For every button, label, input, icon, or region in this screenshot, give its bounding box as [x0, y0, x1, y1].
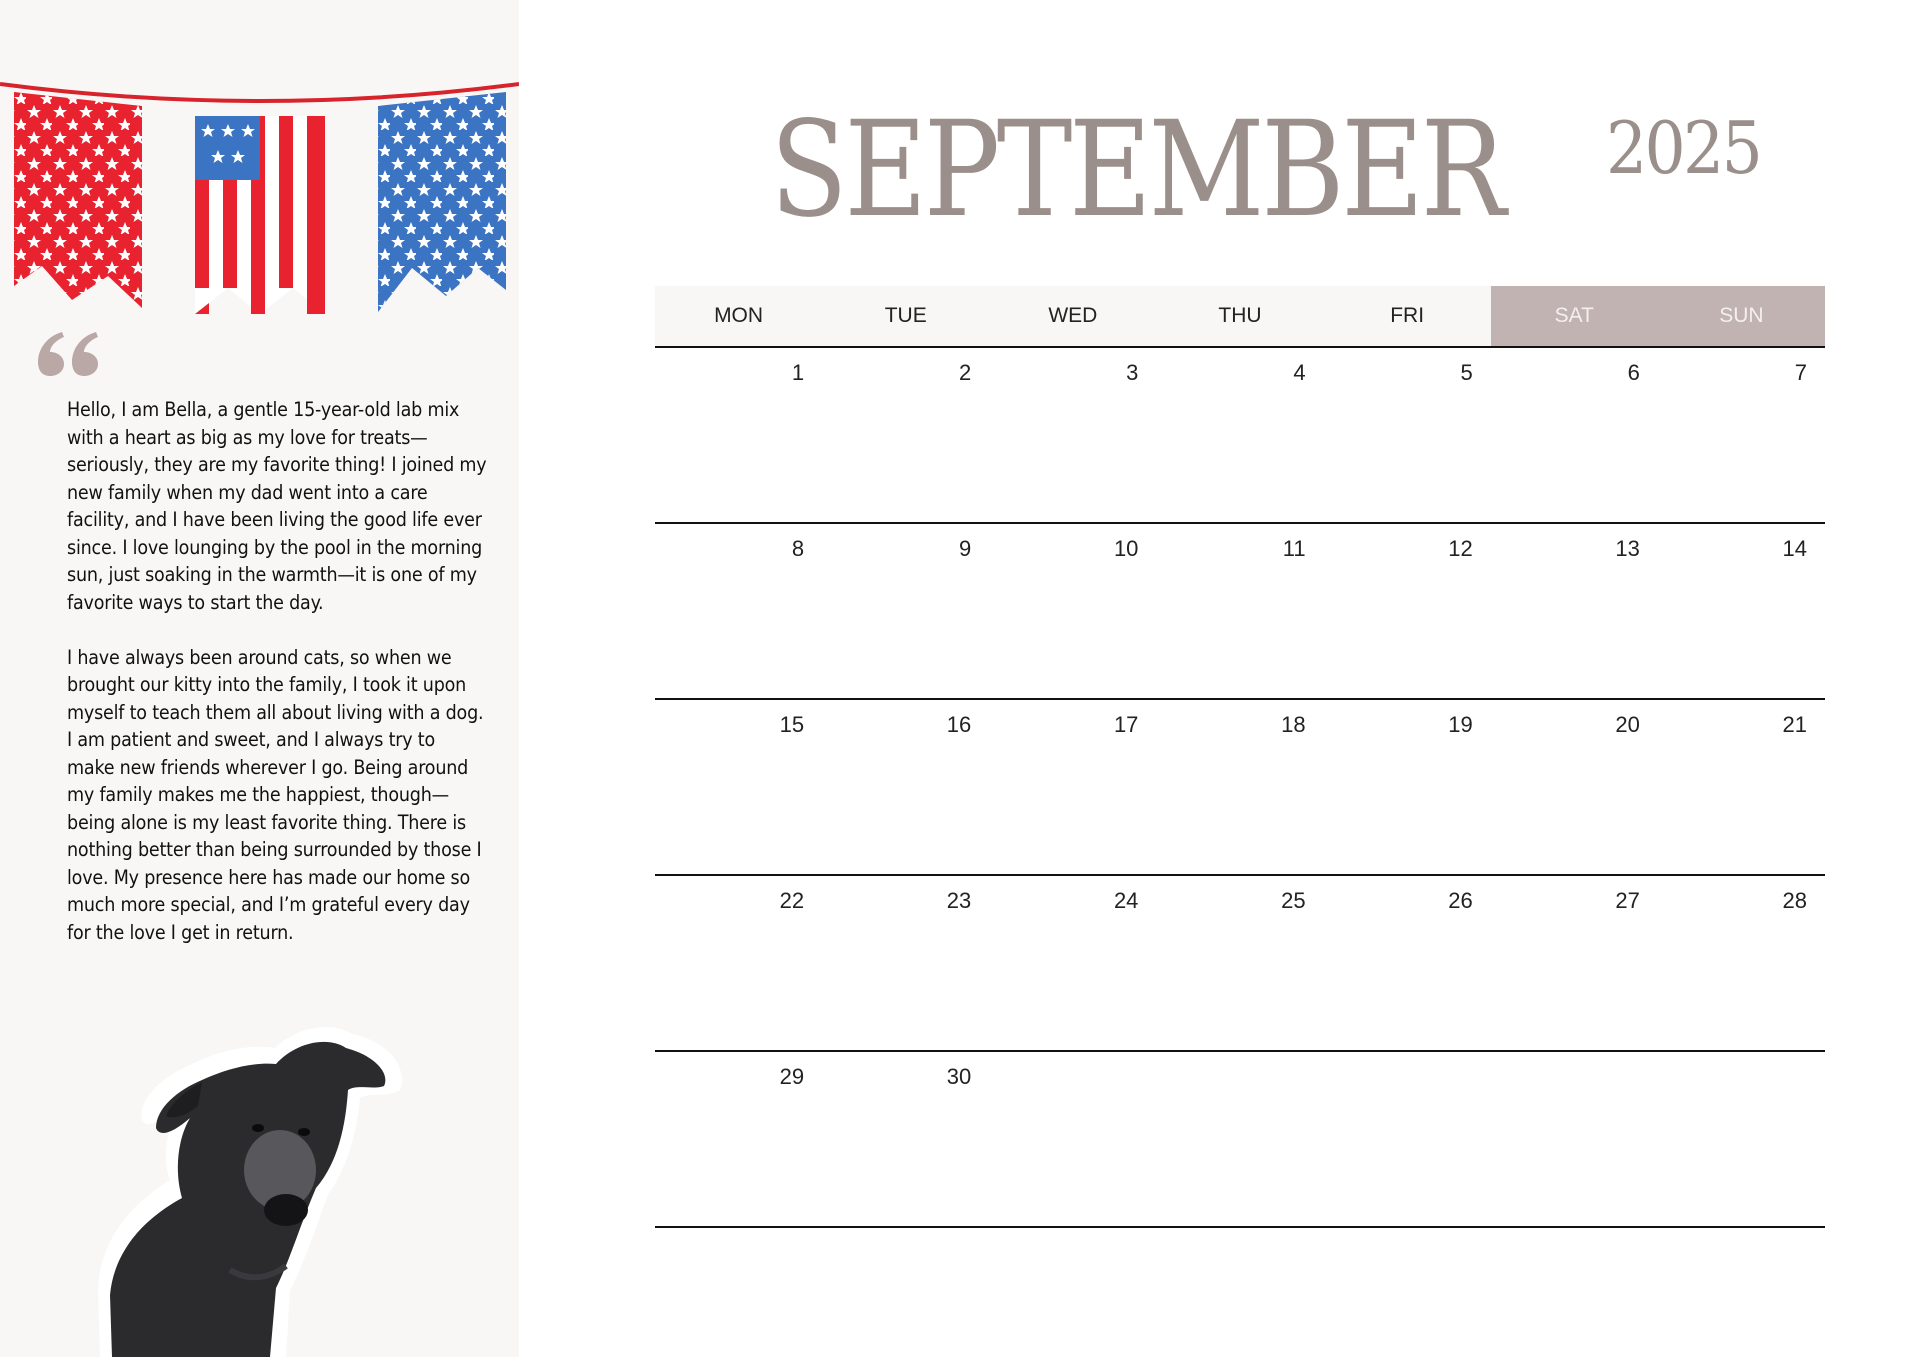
day-number: 1 — [791, 360, 805, 385]
day-number: 12 — [1448, 536, 1473, 561]
story-paragraph-1: Hello, I am Bella, a gentle 15-year-old lab mix with a heart as big as my love for treats—seriously, they are my favorite thing! I joined my new family when my dad went into a care facility, and I have been living the good life ever since. I love lounging by the pool in the morning sun, just soaking in the warmth—it is one of my favorite ways to start the day. — [67, 398, 487, 614]
day-cell — [1491, 1052, 1658, 1226]
day-cell — [1156, 700, 1323, 874]
day-cell — [1324, 876, 1491, 1050]
day-cell — [1324, 1052, 1491, 1226]
calendar-grid — [655, 286, 1825, 1228]
weekday-sat: SAT — [1491, 286, 1658, 346]
day-number: 30 — [946, 1064, 972, 1089]
day-cell — [989, 700, 1156, 874]
day-cell — [1658, 1052, 1825, 1226]
day-cell — [1324, 700, 1491, 874]
day-cell — [655, 348, 822, 522]
day-number: 6 — [1627, 360, 1640, 385]
day-cell — [655, 1052, 822, 1226]
day-number: 18 — [1281, 712, 1306, 737]
calendar-week-row — [655, 700, 1825, 876]
day-cell — [989, 876, 1156, 1050]
weekday-sun: SUN — [1658, 286, 1825, 346]
day-cell — [1324, 348, 1491, 522]
day-number: 23 — [946, 888, 972, 913]
red-flag — [14, 92, 142, 308]
day-number: 10 — [1113, 536, 1139, 561]
day-cell — [822, 1052, 989, 1226]
day-cell — [822, 876, 989, 1050]
day-cell — [1491, 700, 1658, 874]
year-title: 2025 — [1606, 106, 1761, 190]
day-number: 20 — [1615, 712, 1640, 737]
day-cell — [1658, 700, 1825, 874]
day-number: 14 — [1782, 536, 1807, 561]
day-cell — [989, 1052, 1156, 1226]
day-cell — [989, 348, 1156, 522]
day-number: 4 — [1293, 360, 1306, 385]
day-number: 9 — [959, 536, 972, 561]
blue-flag — [378, 92, 506, 312]
weekday-thu: THU — [1156, 286, 1323, 346]
day-cell — [1156, 348, 1323, 522]
quote-mark-icon — [38, 330, 98, 378]
calendar-week-row — [655, 1052, 1825, 1228]
day-cell — [822, 700, 989, 874]
bella-story — [67, 396, 487, 946]
day-number: 19 — [1448, 712, 1473, 737]
day-cell — [1658, 348, 1825, 522]
day-cell — [1324, 524, 1491, 698]
stripes-flag — [195, 116, 325, 314]
day-number: 22 — [779, 888, 805, 913]
day-cell — [1156, 524, 1323, 698]
calendar-week-row — [655, 524, 1825, 700]
weekday-tue: TUE — [822, 286, 989, 346]
bunting-flags — [0, 78, 519, 318]
day-cell — [989, 524, 1156, 698]
day-cell — [1156, 876, 1323, 1050]
day-number: 27 — [1615, 888, 1640, 913]
day-cell — [1491, 348, 1658, 522]
day-number: 8 — [791, 536, 805, 561]
month-title: SEPTEMBER — [770, 93, 1503, 247]
day-number: 25 — [1281, 888, 1306, 913]
day-cell — [1658, 524, 1825, 698]
day-cell — [822, 524, 989, 698]
day-cell — [1658, 876, 1825, 1050]
day-number: 7 — [1794, 360, 1807, 385]
day-number: 26 — [1448, 888, 1473, 913]
day-number: 28 — [1782, 888, 1807, 913]
day-cell — [822, 348, 989, 522]
day-number: 21 — [1782, 712, 1807, 737]
day-cell — [655, 700, 822, 874]
day-number: 17 — [1113, 712, 1139, 737]
dog-photo — [90, 1020, 420, 1357]
calendar-week-row — [655, 348, 1825, 524]
weekday-fri: FRI — [1324, 286, 1491, 346]
weekday-header — [655, 286, 1825, 348]
weekday-mon: MON — [655, 286, 822, 346]
calendar-week-row — [655, 876, 1825, 1052]
day-number: 3 — [1126, 360, 1139, 385]
day-cell — [655, 876, 822, 1050]
day-number: 15 — [779, 712, 805, 737]
day-number: 2 — [959, 360, 972, 385]
day-number: 16 — [946, 712, 972, 737]
day-number: 11 — [1282, 536, 1306, 561]
sidebar — [0, 0, 519, 1357]
day-number: 13 — [1615, 536, 1640, 561]
day-number: 5 — [1460, 360, 1473, 385]
day-cell — [1156, 1052, 1323, 1226]
day-number: 24 — [1113, 888, 1139, 913]
day-cell — [1491, 876, 1658, 1050]
calendar-weeks — [655, 348, 1825, 1228]
day-cell — [655, 524, 822, 698]
day-number: 29 — [779, 1064, 805, 1089]
weekday-wed: WED — [989, 286, 1156, 346]
story-paragraph-2: I have always been around cats, so when we brought our kitty into the family, I took it upon myself to teach them all about living with a dog. I am patient and sweet, and I always try to make new friends wherever I go. Being around my family makes me the happiest, though—being alone is my least favorite thing. There is nothing better than being surrounded by those I love. My presence here has made our home so much more special, and I’m grateful every day for the love I get in return. — [67, 645, 484, 944]
day-cell — [1491, 524, 1658, 698]
